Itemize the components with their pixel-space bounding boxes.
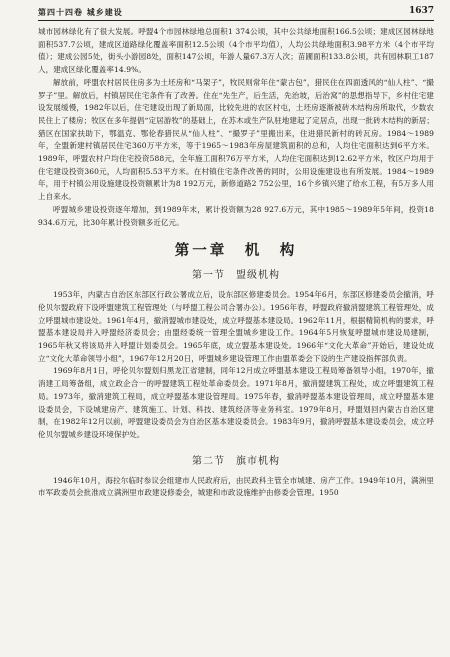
page-number: 1637 bbox=[408, 6, 434, 16]
paragraph: 城市园林绿化有了很大发展。呼盟4个市园林绿地总面积1 374公顷，其中公共绿地面积166.5公顷；建成区园林绿地面积537.7公顷，建成区道路绿化覆盖率面积12.5公顷（4个市平均值），人均公共绿地面积3.98平方米（4个市平均值）；建成公园5处，街头小游园8处，面积147公顷，年游人量67.3万人次；苗圃面积133.8公顷，共有园林职工187人，建成区绿化覆盖率14.9%。 bbox=[38, 27, 434, 75]
paragraph: 1969年8月1日，呼伦贝尔盟划归黑龙江省建制，同年12月成立呼盟基本建设工程局筹备领导小组，1970年，撤消建工局筹备组，成立政企合一的呼盟建筑工程处革命委员会。1971年8月，撤消盟建筑工程处，成立呼盟建筑工程局。1973年，撤消建筑工程局，成立呼盟基本建设管理局。1975年春，撤消呼盟基本建设管理局，成立呼盟基本建设委员会，下设城建房产、建筑施工、计划、科技、建筑经济等业务科室。1979年8月，呼盟划回内蒙古自治区建制，在1982年12月以前，呼盟建设委员会为自治区基本建设委员会。1983年9月，撤消呼盟基本建设委员会，成立呼伦贝尔盟城乡建设环境保护处。 bbox=[38, 366, 434, 439]
paragraph: 解放前，呼盟农村居民住房多为土坯房和“马架子”，牧民则常年住“蒙古包”，猎民住在四面透风的“仙人柱”、“撮罗子”里。解放后，村镇居民住宅条件有了改善。住在“先生产，后生活，先治坡，后治窝”的思想指导下，乡村住宅建设发展缓慢，1982年以后，住宅建设出现了新局面，比较先进的农区村屯，土坯房逐渐被砖木结构房所取代，少数农民住上了楼房；牧区在多年提倡“定居游牧”的基础上，在苏木或生产队驻地建起了定居点，出现一批砖木结构的新居；猎区在国家扶助下，鄂温克、鄂伦春猎民从“仙人柱”、“撮罗子”里搬出来，住进猎民新村的砖瓦房。1984～1989年，全盟新建村镇居民住宅360万平方米，等于1965～1983年房屋建筑面积的总和，人均住宅面积达到6平方米。1989年，呼盟农村户均住宅投资588元，全年施工面积76万平方米，人均住宅面积达到12.62平方米，牧区户均用于住宅建设投资360元，人均面积5.53平方米。在村镇住宅条件改善的同时，公用设施建设也有所发展。1984～1989年，用于村镇公用设施建设投资额累计为8 192万元，新修道路2 752公里，16个乡镇兴建了给水工程，有5万多人用上自来水。 bbox=[38, 77, 434, 202]
section-title: 第一节 盟级机构 bbox=[192, 270, 280, 282]
section-title: 第二节 旗市机构 bbox=[192, 455, 280, 467]
page-body bbox=[38, 26, 434, 500]
chapter-title: 第一章 机 构 bbox=[174, 243, 298, 260]
header-volume-title: 第四十四卷 城乡建设 bbox=[38, 7, 123, 17]
paragraph: 1946年10月，海拉尔临时参议会组建市人民政府后，由民政科主管全市城建、房产工作。1949年10月，满洲里市军政委员会批准成立满洲里市政建设修委会，城建和市政设施维护由修委会管理。1950 bbox=[38, 475, 434, 498]
paragraph: 1953年，内蒙古自治区东部区行政公署成立后，设东部区修建委员会。1954年6月，东部区修建委员会撤消，呼伦贝尔盟政府下设呼盟建筑工程管理处（与呼盟工程公司合署办公）。1956年春，呼盟政府撤消盟建筑工程管理处，成立呼盟城市建设处。1961年4月，撤消盟城市建设处，成立呼盟基本建设局。1962年11月，根据精简机构的要求，呼盟基本建设局并入呼盟经济委员会；由盟经委统一管理全盟城乡建设工作。1964年5月恢复呼盟城市建设局建制，1965年秋又将该局并入呼盟计划委员会。1965年底，成立盟基本建设处。1966年“文化大革命”开始后，建设处成立“文化大革命领导小组”，1967年12月20日，呼盟城乡建设管理工作由盟革委会下设的生产建设指挥部负责。 bbox=[38, 290, 434, 363]
running-header bbox=[38, 6, 434, 21]
paragraph: 呼盟城乡建设投资逐年增加，到1989年末，累计投资额为28 927.6万元，其中1985～1989年5年间，投资18 934.6万元，比30年累计投资额多近亿元。 bbox=[38, 204, 434, 227]
